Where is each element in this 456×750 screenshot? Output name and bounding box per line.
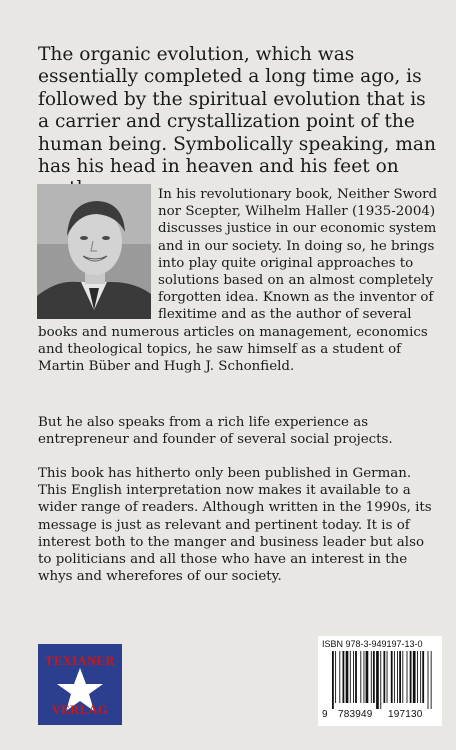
barcode-digits-group2: 197130 bbox=[388, 709, 423, 720]
barcode-digits-group1: 783949 bbox=[338, 709, 373, 720]
experience-paragraph: But he also speaks from a rich life experience as entrepreneur and founder of several social projects. bbox=[38, 415, 393, 448]
author-bio bbox=[38, 186, 444, 375]
barcode-bars bbox=[324, 651, 436, 709]
author-bio-text: In his revolutionary book, Neither Sword nor Scepter, Wilhelm Haller (1935-2004) discusses justice in our economic system and in our society. In doing so, he brings into play quite original approaches to solutions based on an almost completely forgotten idea. Known as the inventor of flexitime and as the author of several books and numerous articles on management, economics and theological topics, he saw himself as a student of Martin Büber and Hugh J. Schonfield. bbox=[38, 187, 438, 375]
translation-paragraph: This book has hitherto only been published in German. This English interpretation now makes it available to a wider range of readers. Although written in the 1990s, its message is just as relevant and pertinent today. It is of interest both to the manger and business leader but also to politicians and all those who have an interest in the whys and wherefores of our society. bbox=[38, 466, 432, 585]
lead-paragraph: The organic evolution, which was essentially completed a long time ago, is followed by the spiritual evolution that is a carrier and crystallization point of the human being. Symbolically speaking, man has his head in heaven and his feet on bbox=[38, 44, 436, 178]
isbn-label: ISBN 978-3-949197-13-0 bbox=[322, 639, 423, 649]
portrait-spacer bbox=[38, 186, 158, 321]
publisher-logo bbox=[38, 644, 122, 725]
isbn-barcode bbox=[318, 636, 442, 726]
publisher-name-top: TEXIANER bbox=[45, 654, 115, 668]
publisher-name-bottom: VERLAG bbox=[51, 703, 109, 717]
barcode-digit-lead: 9 bbox=[322, 709, 328, 720]
